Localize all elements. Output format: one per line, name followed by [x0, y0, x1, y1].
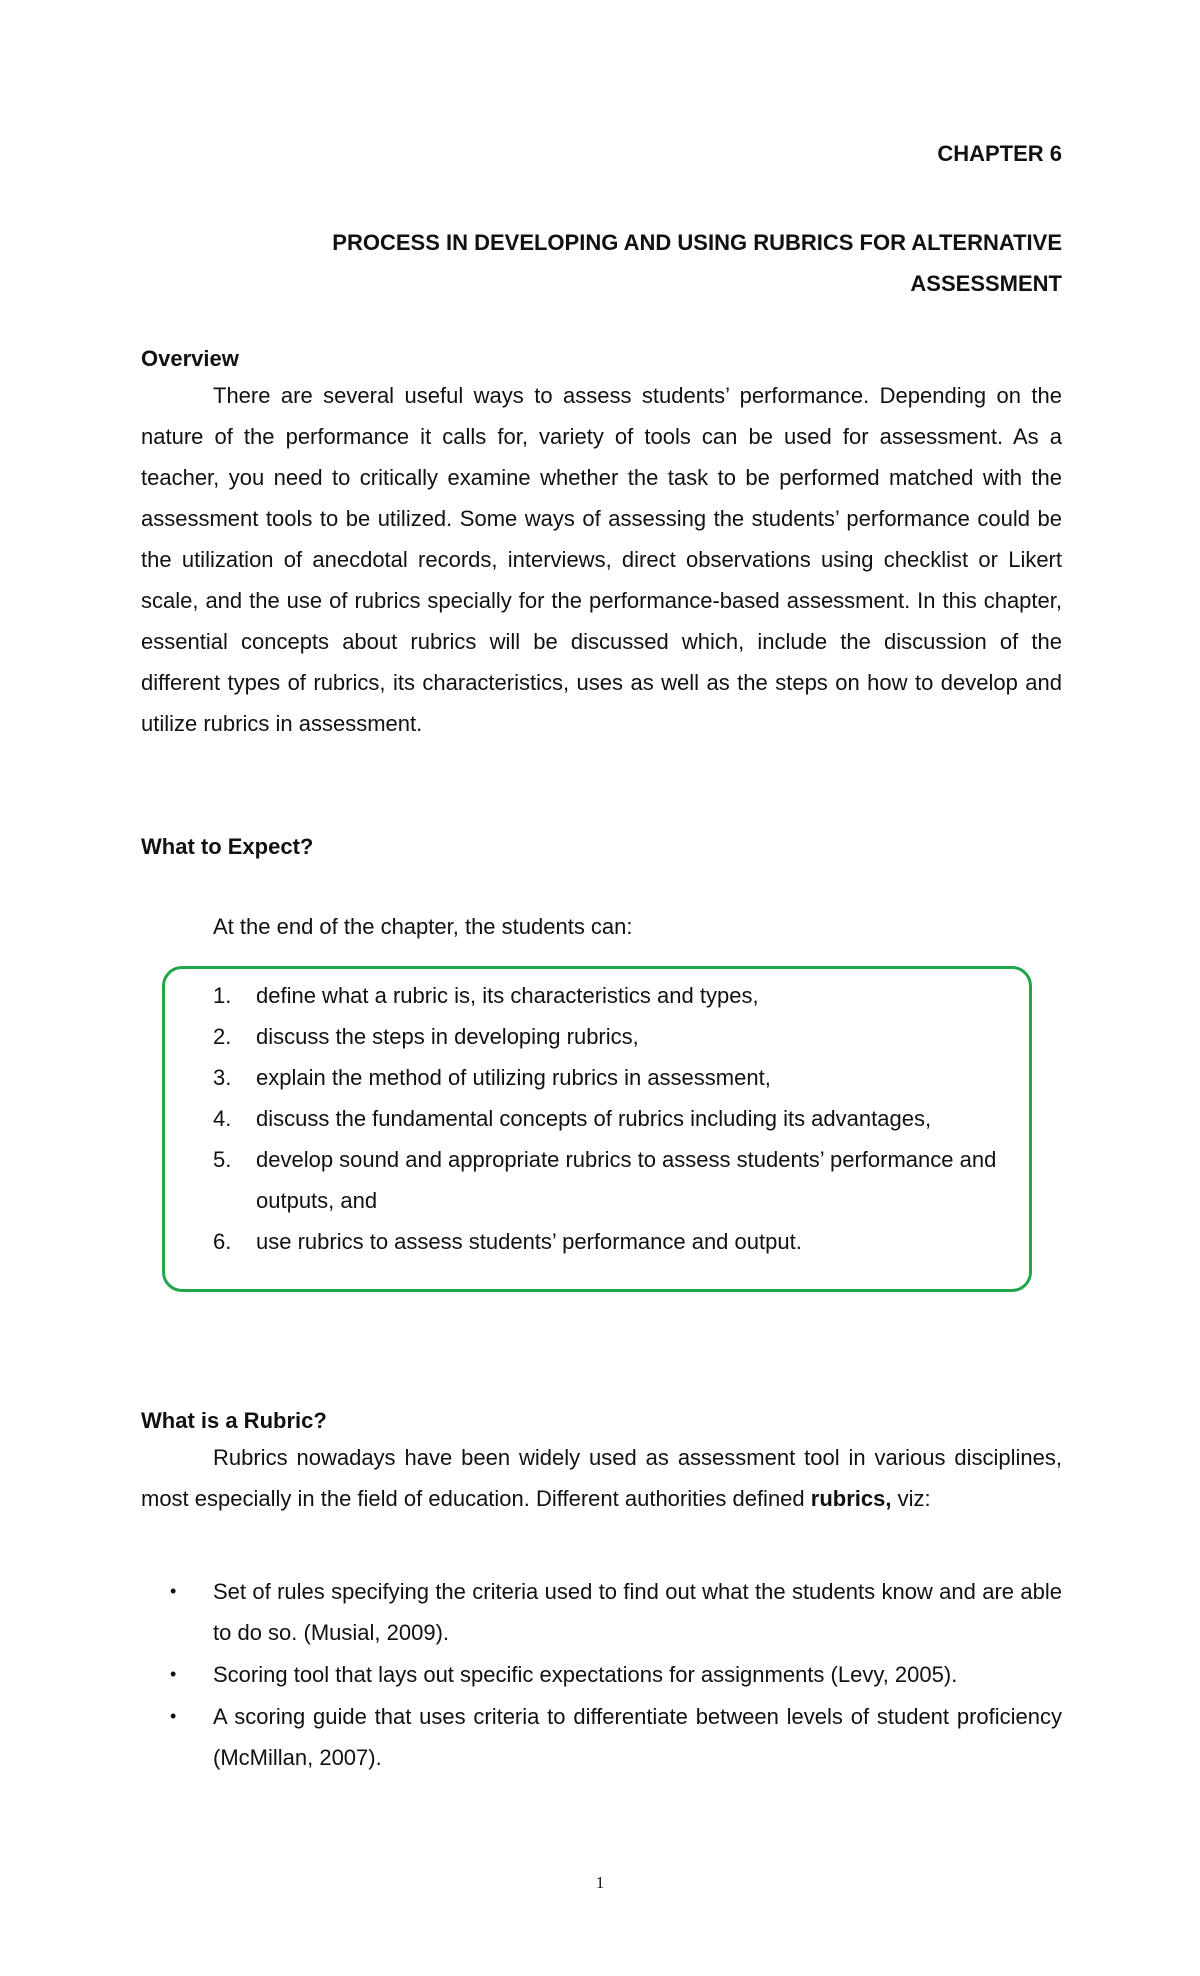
objective-number: 6. — [213, 1229, 232, 1254]
definition-text: Set of rules specifying the criteria used to find out what the students know and are able to do so. (Musial, 2009). — [213, 1579, 1062, 1645]
objective-text: develop sound and appropriate rubrics to assess students’ performance and outputs, and — [256, 1147, 997, 1213]
objective-item — [213, 1139, 1013, 1221]
objective-item — [213, 1221, 1013, 1262]
rubric-paragraph-end: viz: — [891, 1486, 931, 1511]
objective-text: define what a rubric is, its characteristics and types, — [256, 983, 759, 1008]
rubric-paragraph-start: Rubrics nowadays have been widely used as assessment tool in various disciplines, most especially in the field of education. Different authorities defined — [141, 1445, 1062, 1511]
definition-item — [170, 1571, 1062, 1653]
chapter-title-line-2: ASSESSMENT — [910, 271, 1062, 296]
objectives-intro: At the end of the chapter, the students can: — [213, 914, 633, 939]
objective-number: 1. — [213, 983, 232, 1008]
objective-text: discuss the steps in developing rubrics, — [256, 1024, 639, 1049]
definition-item — [170, 1654, 1062, 1695]
objective-text: explain the method of utilizing rubrics in assessment, — [256, 1065, 771, 1090]
page-number: 1 — [595, 1873, 605, 1892]
bullet-icon: • — [170, 1664, 177, 1684]
rubric-definitions-list — [170, 1571, 1062, 1779]
rubric-paragraph-bold: rubrics, — [810, 1486, 892, 1511]
rubric-paragraph — [141, 1437, 1062, 1519]
chapter-title — [150, 222, 1062, 304]
definition-text: A scoring guide that uses criteria to differentiate between levels of student proficiency (McMillan, 2007). — [213, 1704, 1062, 1770]
bullet-icon: • — [170, 1581, 177, 1601]
objective-text: use rubrics to assess students’ performance and output. — [256, 1229, 802, 1254]
objective-number: 5. — [213, 1147, 232, 1172]
definition-text: Scoring tool that lays out specific expectations for assignments (Levy, 2005). — [213, 1662, 958, 1687]
overview-heading: Overview — [141, 346, 239, 371]
objective-text: discuss the fundamental concepts of rubrics including its advantages, — [256, 1106, 932, 1131]
definition-item — [170, 1696, 1062, 1778]
objective-item — [213, 1016, 1013, 1057]
overview-paragraph: There are several useful ways to assess students’ performance. Depending on the nature of the performance it calls for, variety of tools can be used for assessment. As a teacher, you need to critically examine whether the task to be performed matched with the assessment tools to be utilized. Some ways of assessing the students’ performance could be the utilization of anecdotal records, interviews, direct observations using checklist or Likert scale, and the use of rubrics specially for the performance-based assessment. In this chapter, essential concepts about rubrics will be discussed which, include the discussion of the different types of rubrics, its characteristics, uses as well as the steps on how to develop and utilize rubrics in assessment. — [141, 383, 1062, 736]
bullet-icon: • — [170, 1706, 177, 1726]
rubric-heading: What is a Rubric? — [141, 1408, 327, 1433]
objective-number: 4. — [213, 1106, 232, 1131]
objective-item — [213, 975, 1013, 1016]
expect-heading: What to Expect? — [141, 834, 314, 859]
objective-item — [213, 1098, 1013, 1139]
objective-item — [213, 1057, 1013, 1098]
chapter-label: CHAPTER 6 — [937, 141, 1062, 166]
chapter-title-line-1: PROCESS IN DEVELOPING AND USING RUBRICS FOR ALTERNATIVE — [332, 230, 1062, 255]
objective-number: 2. — [213, 1024, 232, 1049]
objective-number: 3. — [213, 1065, 232, 1090]
objectives-list — [213, 975, 1013, 1262]
